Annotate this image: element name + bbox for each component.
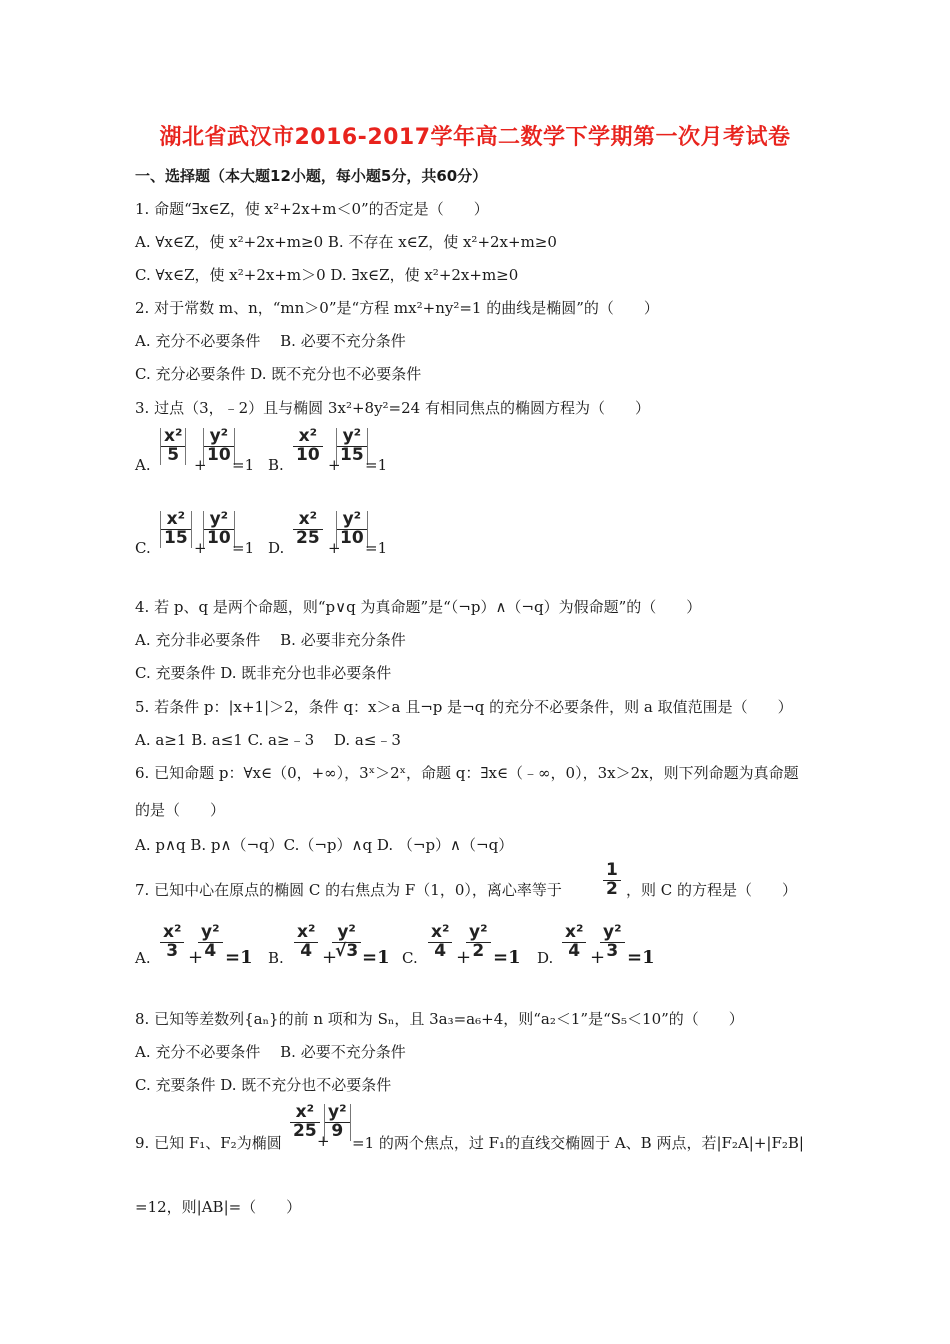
frac-numerator: x²: [298, 509, 318, 529]
q3-option-a-frac1: [160, 428, 186, 465]
q4-stem: 4. 若 p、q 是两个命题，则“p∨q 为真命题”是“（¬p）∧（¬q）为假命题”的（ ）: [135, 598, 702, 616]
frac-denominator: 10: [296, 444, 320, 465]
plus-sign: +: [188, 947, 204, 968]
q9-stem-continued: =12，则|AB|=（ ）: [135, 1198, 302, 1216]
frac-numerator: x²: [431, 922, 450, 942]
q2-options-row2: C. 充分必要条件 D. 既不充分也不必要条件: [135, 365, 422, 383]
q3-option-d-frac2: [336, 511, 368, 548]
frac-numerator: x²: [295, 1102, 315, 1122]
q8-options-row1: A. 充分不必要条件 B. 必要不充分条件: [135, 1043, 406, 1061]
frac-denominator: 9: [331, 1120, 344, 1141]
q7-option-b-label: B.: [268, 949, 284, 967]
q3-option-b-frac1: [293, 428, 323, 465]
frac-numerator: y²: [342, 426, 362, 446]
q8-stem: 8. 已知等差数列{aₙ}的前 n 项和为 Sₙ，且 3a₃=a₆+4，则“a₂＜1”是“S₅＜10”的（ ）: [135, 1010, 744, 1028]
q7-option-a-label: A.: [135, 949, 151, 967]
frac-numerator: x²: [297, 922, 316, 942]
q3-option-b-label: B.: [268, 456, 284, 474]
frac-numerator: y²: [209, 426, 229, 446]
q3-option-c-frac2: [203, 511, 235, 548]
frac-denominator: 25: [296, 527, 320, 548]
frac-denominator: 5: [167, 444, 180, 465]
equals-one: =1: [362, 947, 390, 968]
frac-numerator: y²: [603, 922, 622, 942]
q8-options-row2: C. 充要条件 D. 既不充分也不必要条件: [135, 1076, 392, 1094]
q9-ellipse-frac2: [324, 1104, 351, 1141]
q7-option-a-frac2: [198, 924, 223, 961]
frac-numerator: y²: [342, 509, 362, 529]
plus-sign: +: [317, 1132, 330, 1150]
frac-denominator: 10: [207, 527, 231, 548]
frac-denominator: 4: [204, 940, 217, 961]
frac-denominator: 3: [606, 940, 619, 961]
frac-denominator: 25: [293, 1120, 317, 1141]
plus-sign: +: [328, 539, 341, 557]
frac-numerator: x²: [164, 426, 183, 446]
q1-options-row1: A. ∀x∈Z，使 x²+2x+m≥0 B. 不存在 x∈Z，使 x²+2x+m≥0: [135, 233, 557, 251]
frac-denominator: 4: [434, 940, 447, 961]
q7-option-c-frac2: [466, 924, 491, 961]
equals-one: =1: [225, 947, 253, 968]
equals-one: =1: [365, 539, 388, 557]
q4-options-row2: C. 充要条件 D. 既非充分也非必要条件: [135, 664, 392, 682]
q7-option-d-frac1: [562, 924, 586, 961]
q7-option-d-label: D.: [537, 949, 554, 967]
equals-one: =1: [232, 456, 255, 474]
frac-numerator: x²: [163, 922, 182, 942]
q5-stem: 5. 若条件 p：|x+1|＞2，条件 q：x＞a 且¬p 是¬q 的充分不必要条件，则 a 取值范围是（ ）: [135, 698, 793, 716]
plus-sign: +: [194, 539, 207, 557]
q3-stem: 3. 过点（3，﹣2）且与椭圆 3x²+8y²=24 有相同焦点的椭圆方程为（ ）: [135, 399, 650, 417]
q3-option-a-label: A.: [135, 456, 151, 474]
q7-option-a-frac1: [160, 924, 184, 961]
frac-denominator: 15: [340, 444, 364, 465]
q9-ellipse-frac1: [290, 1104, 320, 1141]
q2-options-row1: A. 充分不必要条件 B. 必要不充分条件: [135, 332, 406, 350]
plus-sign: +: [590, 947, 606, 968]
q7-eccentricity-frac: [603, 862, 621, 899]
q6-options-row1: A. p∧q B. p∧（¬q）C.（¬p）∧q D. （¬p）∧（¬q）: [135, 836, 514, 854]
frac-numerator: y²: [469, 922, 488, 942]
section-heading: 一、选择题（本大题12小题，每小题5分，共60分）: [135, 167, 488, 185]
frac-numerator: 1: [606, 860, 618, 880]
equals-one: =1: [365, 456, 388, 474]
q3-option-d-label: D.: [268, 539, 285, 557]
q5-options-row1: A. a≥1 B. a≤1 C. a≥﹣3 D. a≤﹣3: [135, 731, 401, 749]
q3-option-c-frac1: [160, 511, 192, 548]
frac-denominator: 3: [166, 940, 179, 961]
q2-stem: 2. 对于常数 m、n，“mn＞0”是“方程 mx²+ny²=1 的曲线是椭圆”的（ ）: [135, 299, 659, 317]
q1-stem: 1. 命题“∃x∈Z，使 x²+2x+m＜0”的否定是（ ）: [135, 200, 489, 218]
plus-sign: +: [194, 456, 207, 474]
frac-numerator: y²: [337, 922, 356, 942]
frac-denominator: 10: [207, 444, 231, 465]
q7-option-d-frac2: [600, 924, 625, 961]
frac-numerator: x²: [565, 922, 584, 942]
frac-denominator: √3: [335, 940, 359, 961]
frac-numerator: x²: [166, 509, 186, 529]
frac-denominator: 15: [164, 527, 188, 548]
frac-denominator: 4: [300, 940, 313, 961]
q7-option-c-frac1: [428, 924, 452, 961]
frac-denominator: 10: [340, 527, 364, 548]
plus-sign: +: [322, 947, 338, 968]
q3-option-d-frac1: [293, 511, 323, 548]
frac-denominator: 2: [606, 878, 618, 899]
plus-sign: +: [456, 947, 472, 968]
q7-option-c-label: C.: [402, 949, 418, 967]
equals-one: =1: [493, 947, 521, 968]
frac-numerator: y²: [328, 1102, 347, 1122]
equals-one: =1: [232, 539, 255, 557]
frac-denominator: 4: [568, 940, 581, 961]
q3-option-b-frac2: [336, 428, 368, 465]
frac-numerator: x²: [298, 426, 318, 446]
q6-stem-continued: 的是（ ）: [135, 801, 226, 819]
q3-option-a-frac2: [203, 428, 235, 465]
q9-stem: 9. 已知 F₁、F₂为椭圆: [135, 1134, 282, 1152]
q9-stem-end: =1 的两个焦点，过 F₁的直线交椭圆于 A、B 两点，若|F₂A|+|F₂B|: [352, 1134, 804, 1152]
q7-option-b-frac2: [332, 924, 361, 961]
frac-numerator: y²: [201, 922, 220, 942]
exam-title: 湖北省武汉市2016-2017学年高二数学下学期第一次月考试卷: [159, 125, 791, 150]
frac-denominator: 2: [472, 940, 485, 961]
q4-options-row1: A. 充分非必要条件 B. 必要非充分条件: [135, 631, 406, 649]
q1-options-row2: C. ∀x∈Z，使 x²+2x+m＞0 D. ∃x∈Z，使 x²+2x+m≥0: [135, 266, 519, 284]
plus-sign: +: [328, 456, 341, 474]
equals-one: =1: [627, 947, 655, 968]
q7-stem-end: ，则 C 的方程是（ ）: [626, 881, 798, 899]
q6-stem: 6. 已知命题 p：∀x∈（0，+∞），3ˣ＞2ˣ，命题 q：∃x∈（﹣∞，0），3x＞2x，则下列命题为真命题: [135, 764, 799, 782]
q7-stem: 7. 已知中心在原点的椭圆 C 的右焦点为 F（1，0），离心率等于: [135, 881, 562, 899]
q7-option-b-frac1: [294, 924, 318, 961]
q3-option-c-label: C.: [135, 539, 151, 557]
frac-numerator: y²: [209, 509, 229, 529]
